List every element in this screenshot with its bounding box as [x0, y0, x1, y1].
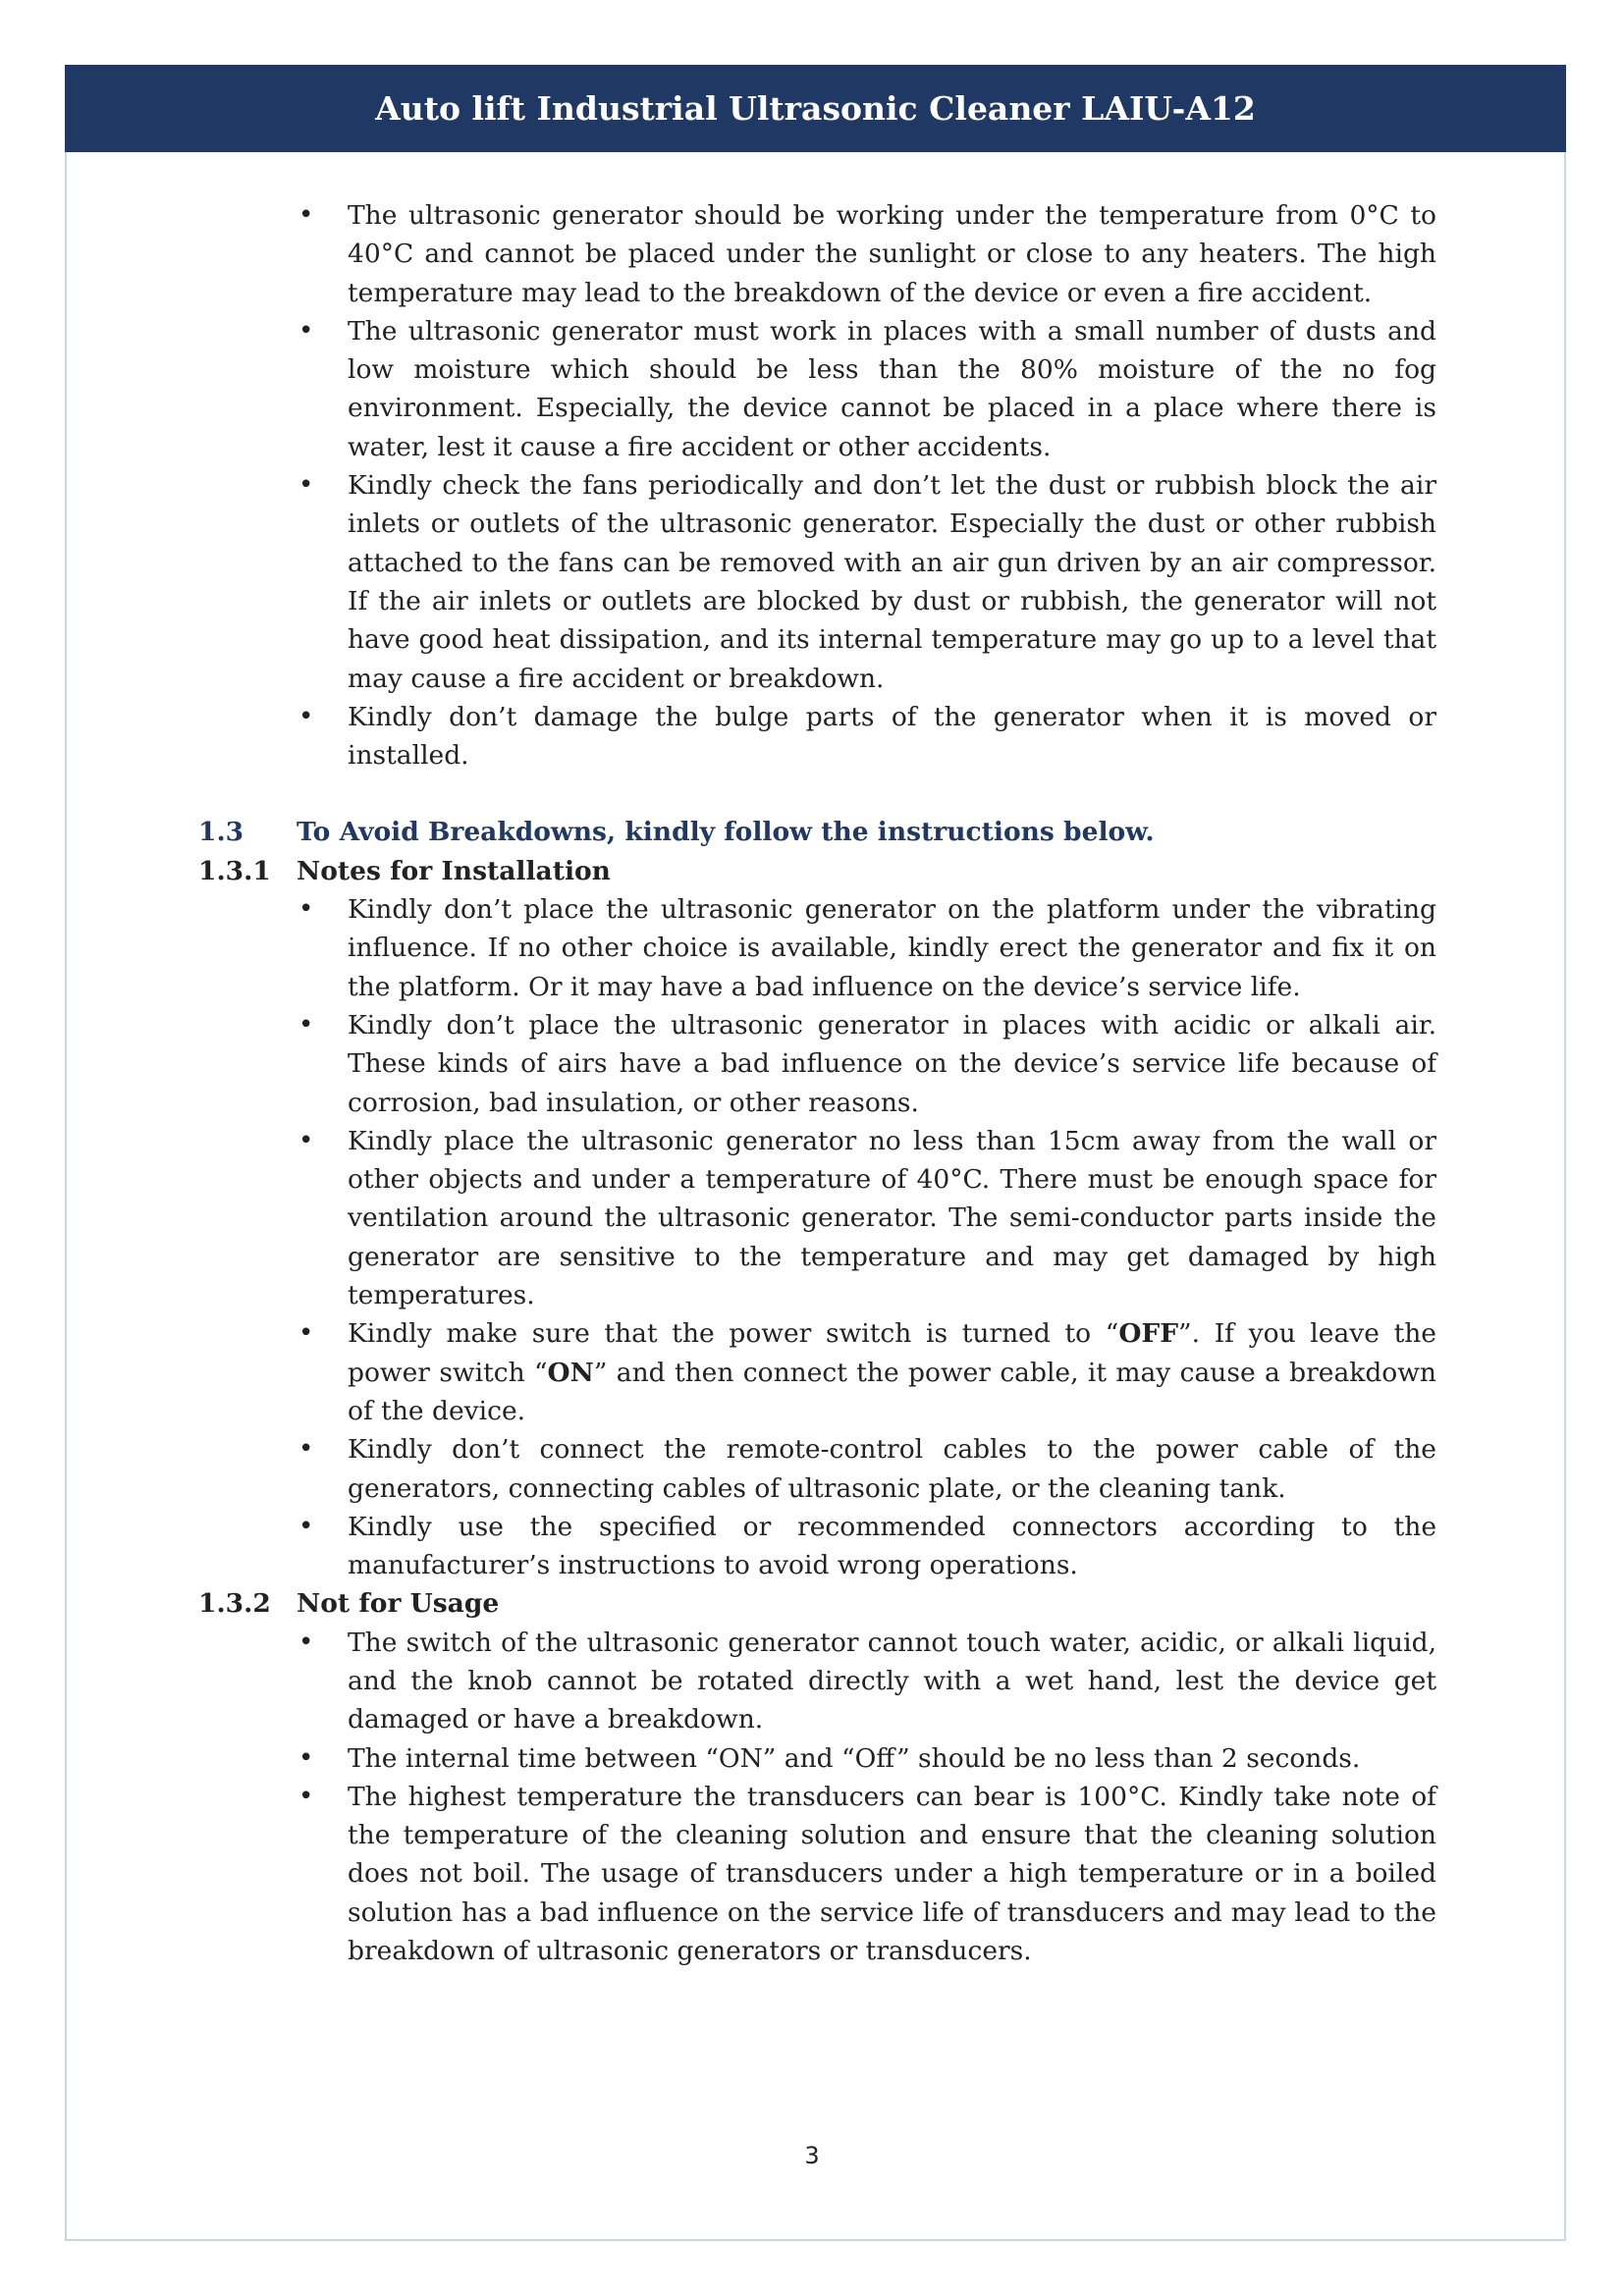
list-item-text: Kindly use the specified or recommended connectors according to the manufacturer’s instructions to avoid wrong operations.	[348, 1511, 1436, 1581]
emphasis-on: ON	[547, 1357, 594, 1388]
list-item	[298, 312, 1436, 466]
section-title: To Avoid Breakdowns, kindly follow the instructions below.	[297, 817, 1155, 848]
list-item	[298, 698, 1436, 775]
list-item-text: Kindly don’t place the ultrasonic generator on the platform under the vibrating influence. If no other choice is available, kindly erect the generator and fix it on the platform. Or it may have a bad influence on the device’s service life.	[348, 894, 1436, 1002]
document-header	[65, 65, 1566, 152]
section-heading-1-3	[198, 813, 1436, 851]
list-item-text: Kindly place the ultrasonic generator no less than 15cm away from the wall or other objects and under a temperature of 40°C. There must be enough space for ventilation around the ultrasonic generator. The semi-conductor parts inside the generator are sensitive to the temperature and may get damaged by high temperatures.	[348, 1125, 1436, 1311]
installation-notes-list	[198, 890, 1436, 1584]
list-item	[298, 890, 1436, 1006]
text-run: ” and then connect the power cable, it may cause a breakdown of the device.	[348, 1357, 1436, 1426]
section-heading-1-3-2	[198, 1584, 1436, 1623]
bullet-icon: •	[298, 1318, 314, 1349]
list-item-text	[348, 1318, 1436, 1426]
bullet-icon: •	[298, 1009, 314, 1040]
section-number: 1.3.2	[198, 1588, 271, 1620]
emphasis-off: OFF	[1118, 1318, 1179, 1350]
list-item-text: Kindly don’t connect the remote-control cables to the power cable of the generators, connecting cables of ultrasonic plate, or the cleaning tank.	[348, 1434, 1436, 1504]
list-item	[298, 1122, 1436, 1314]
section-title: Notes for Installation	[297, 855, 611, 886]
list-item-text: Kindly don’t damage the bulge parts of the generator when it is moved or installed.	[348, 701, 1436, 772]
bullet-icon: •	[298, 1125, 314, 1155]
bullet-icon: •	[298, 1627, 314, 1657]
intro-bullet-list	[198, 196, 1436, 774]
list-item-text: The ultrasonic generator should be working under the temperature from 0°C to 40°C and cannot be placed under the sunlight or close to any heaters. The high temperature may lead to the breakdown of the device or even a fire accident.	[348, 200, 1436, 308]
bullet-icon: •	[298, 1434, 314, 1465]
section-heading-1-3-1	[198, 852, 1436, 890]
header-title: Auto lift Industrial Ultrasonic Cleaner LAIU-A12	[375, 89, 1256, 128]
bullet-icon: •	[298, 200, 314, 230]
section-number: 1.3	[198, 817, 244, 848]
list-item	[298, 1739, 1436, 1778]
list-item	[298, 466, 1436, 698]
list-item	[298, 1508, 1436, 1585]
section-title: Not for Usage	[297, 1588, 500, 1620]
list-item-text: The switch of the ultrasonic generator cannot touch water, acidic, or alkali liquid, and the knob cannot be rotated directly with a wet hand, lest the device get damaged or have a breakdown.	[348, 1627, 1436, 1735]
bullet-icon: •	[298, 1781, 314, 1811]
document-body	[198, 196, 1436, 1970]
bullet-icon: •	[298, 470, 314, 501]
bullet-icon: •	[298, 1511, 314, 1541]
list-item-text: Kindly don’t place the ultrasonic generator in places with acidic or alkali air. These kinds of airs have a bad influence on the device’s service life because of corrosion, bad insulation, or other reasons.	[348, 1009, 1436, 1118]
list-item-text: The internal time between “ON” and “Off” should be no less than 2 seconds.	[348, 1742, 1361, 1774]
list-item	[298, 1430, 1436, 1508]
list-item-text: The highest temperature the transducers can bear is 100°C. Kindly take note of the temperature of the cleaning solution and ensure that the cleaning solution does not boil. The usage of transducers under a high temperature or in a boiled solution has a bad influence on the service life of transducers and may lead to the breakdown of ultrasonic generators or transducers.	[348, 1781, 1436, 1967]
list-item-text: Kindly check the fans periodically and don’t let the dust or rubbish block the air inlets or outlets of the ultrasonic generator. Especially the dust or other rubbish attached to the fans can be removed with an air gun driven by an air compressor. If the air inlets or outlets are blocked by dust or rubbish, the generator will not have good heat dissipation, and its internal temperature may go up to a level that may cause a fire accident or breakdown.	[348, 470, 1436, 694]
section-number: 1.3.1	[198, 855, 271, 886]
bullet-icon: •	[298, 1742, 314, 1773]
text-run: ”. If you leave the power switch “	[348, 1318, 1436, 1388]
list-item	[298, 196, 1436, 312]
page-number: 3	[804, 2142, 820, 2169]
usage-notes-list	[198, 1624, 1436, 1971]
list-item	[298, 1624, 1436, 1739]
list-item-text: The ultrasonic generator must work in places with a small number of dusts and low moisture which should be less than the 80% moisture of the no fog environment. Especially, the device cannot be placed in a place where there is water, lest it cause a fire accident or other accidents.	[348, 315, 1436, 462]
bullet-icon: •	[298, 701, 314, 731]
bullet-icon: •	[298, 315, 314, 346]
list-item	[298, 1314, 1436, 1430]
text-run: Kindly make sure that the power switch is turned to “	[348, 1318, 1119, 1350]
list-item	[298, 1006, 1436, 1122]
list-item	[298, 1778, 1436, 1970]
bullet-icon: •	[298, 894, 314, 925]
